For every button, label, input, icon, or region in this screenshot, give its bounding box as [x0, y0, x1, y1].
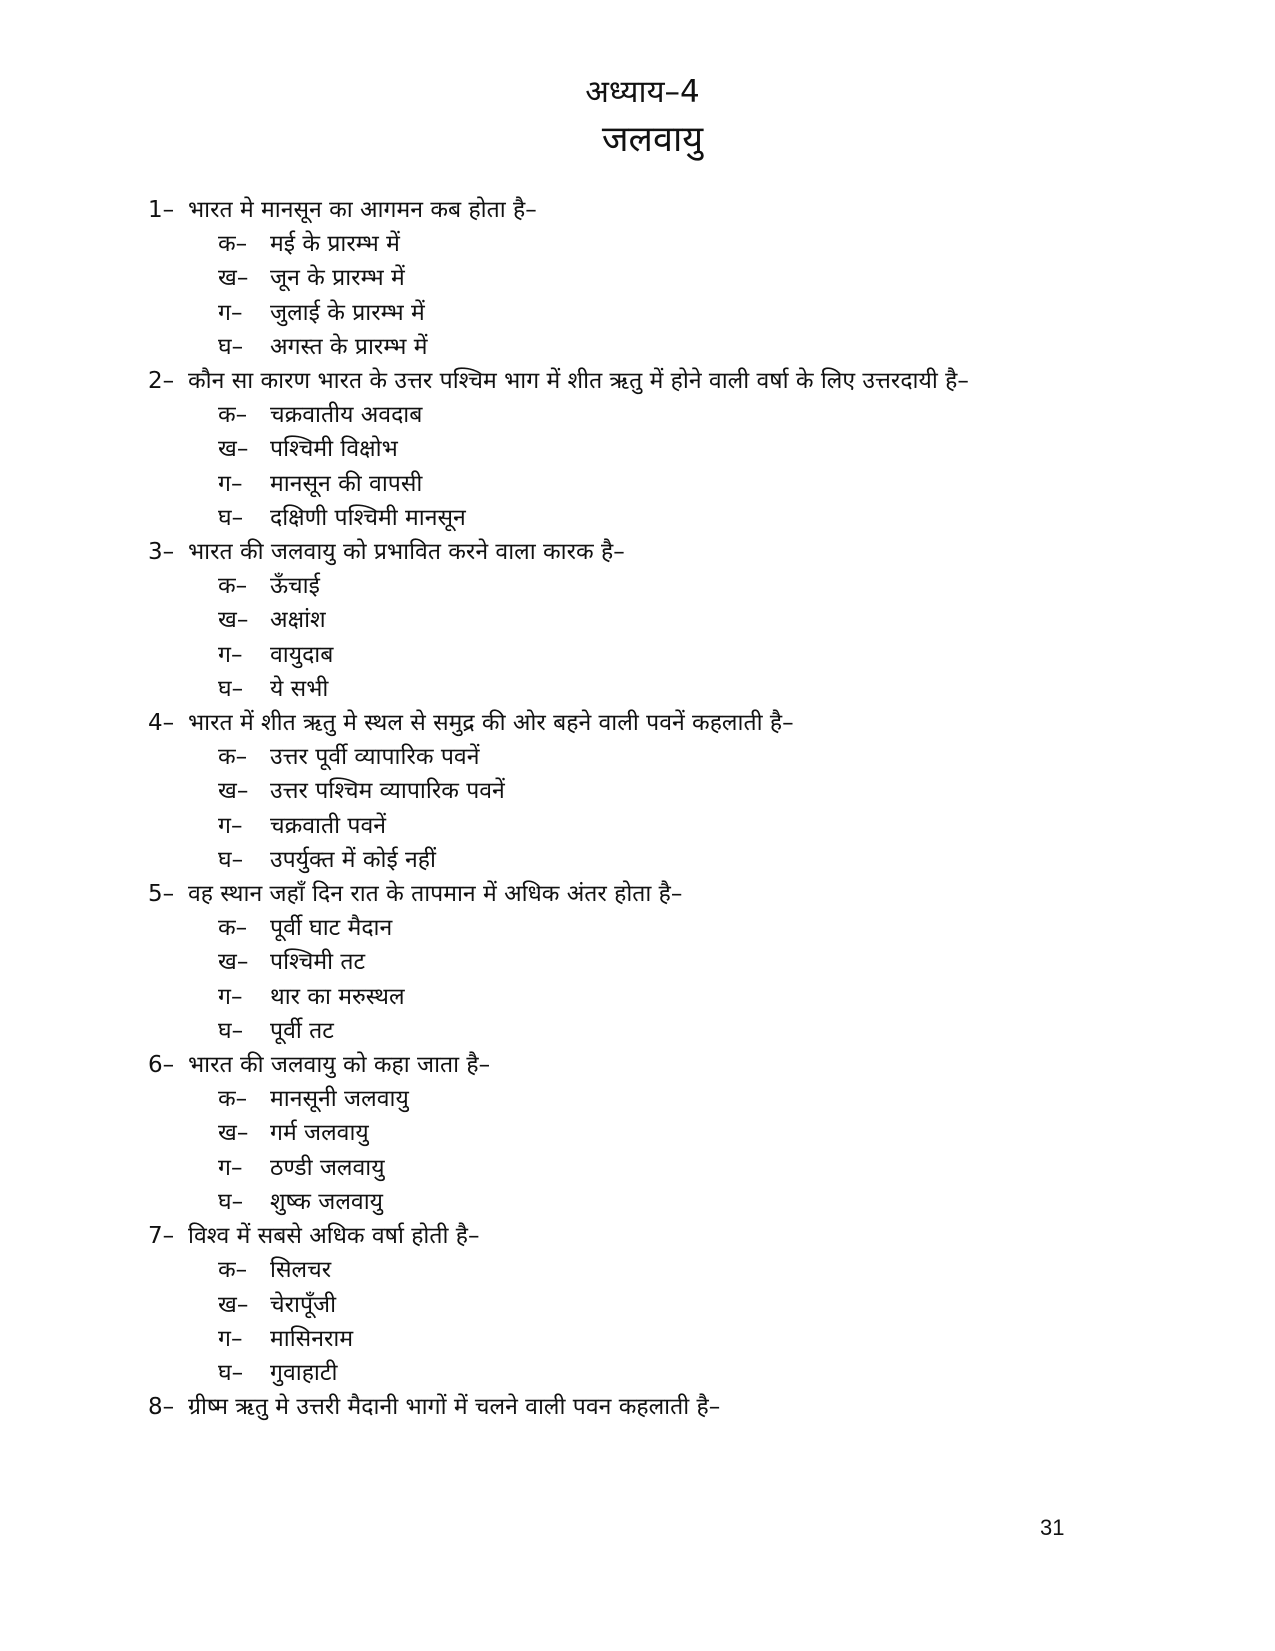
option-text: पूर्वी तट [270, 1017, 334, 1044]
answer-option [148, 432, 1148, 466]
answer-option [148, 1322, 1148, 1356]
answer-option [148, 227, 1148, 261]
option-letter: ग– [218, 641, 243, 668]
option-letter: घ– [218, 1188, 244, 1215]
question-item [148, 193, 1148, 364]
option-letter: ख– [218, 265, 249, 292]
answer-option [148, 945, 1148, 979]
option-text: मासिनराम [270, 1325, 354, 1352]
question-item [148, 1219, 1148, 1390]
option-letter: घ– [218, 333, 244, 360]
option-text: अक्षांश [270, 607, 326, 634]
question-stem [148, 1219, 1148, 1253]
option-text: मानसून की वापसी [270, 470, 423, 497]
option-text: जुलाई के प्रारम्भ में [270, 299, 425, 326]
question-text: विश्व में सबसे अधिक वर्षा होती है– [188, 1223, 480, 1250]
question-item [148, 1390, 1148, 1424]
answer-option [148, 1082, 1148, 1116]
answer-option [148, 1116, 1148, 1150]
answer-option [148, 638, 1148, 672]
option-letter: घ– [218, 1359, 244, 1386]
answer-option [148, 261, 1148, 295]
question-text: भारत मे मानसून का आगमन कब होता है– [188, 197, 537, 223]
option-letter: ग– [218, 470, 243, 497]
option-letter: ग– [218, 812, 243, 839]
question-number: 5– [148, 881, 175, 908]
question-stem [148, 535, 1148, 569]
option-text: वायुदाब [270, 641, 334, 668]
question-text: भारत की जलवायु को प्रभावित करने वाला कारक है– [188, 539, 625, 566]
option-letter: क– [218, 744, 248, 771]
question-stem [148, 364, 1148, 398]
option-text: उपर्युक्त में कोई नहीं [270, 846, 436, 873]
answer-option [148, 843, 1148, 877]
option-text: चक्रवाती पवनें [270, 812, 387, 839]
answer-option [148, 1014, 1148, 1048]
option-letter: घ– [218, 504, 244, 531]
option-text: चक्रवातीय अवदाब [270, 402, 423, 429]
option-text: जून के प्रारम्भ में [270, 265, 405, 292]
answer-option [148, 1356, 1148, 1390]
question-number: 8– [148, 1394, 175, 1421]
option-text: गर्म जलवायु [270, 1120, 369, 1147]
chapter-label: अध्याय–4 [585, 74, 700, 110]
question-item [148, 364, 1148, 535]
question-item [148, 1048, 1148, 1219]
option-text: ठण्डी जलवायु [270, 1154, 385, 1181]
option-letter: ख– [218, 436, 249, 463]
question-item [148, 877, 1148, 1048]
option-text: उत्तर पूर्वी व्यापारिक पवनें [270, 744, 480, 771]
option-letter: ख– [218, 778, 249, 805]
question-number: 2– [148, 368, 175, 395]
option-text: दक्षिणी पश्चिमी मानसून [270, 504, 466, 531]
option-text: शुष्क जलवायु [270, 1188, 384, 1215]
option-text: थार का मरुस्थल [270, 983, 405, 1010]
option-letter: क– [218, 231, 248, 258]
answer-option [148, 911, 1148, 945]
option-text: पूर्वी घाट मैदान [270, 915, 393, 942]
option-letter: घ– [218, 675, 244, 702]
option-letter: ग– [218, 983, 243, 1010]
question-number: 1– [148, 197, 175, 223]
option-text: पश्चिमी विक्षोभ [270, 436, 398, 463]
option-text: चेरापूँजी [270, 1291, 337, 1318]
answer-option [148, 569, 1148, 603]
answer-option [148, 296, 1148, 330]
question-text: भारत की जलवायु को कहा जाता है– [188, 1052, 491, 1079]
question-number: 7– [148, 1223, 175, 1250]
option-letter: ख– [218, 1120, 249, 1147]
option-text: गुवाहाटी [270, 1359, 338, 1386]
option-text: ये सभी [270, 675, 329, 702]
option-text: पश्चिमी तट [270, 949, 366, 976]
answer-option [148, 809, 1148, 843]
option-letter: क– [218, 402, 248, 429]
answer-option [148, 467, 1148, 501]
question-stem [148, 1390, 1148, 1424]
answer-option [148, 501, 1148, 535]
option-letter: ग– [218, 1325, 243, 1352]
question-number: 6– [148, 1052, 175, 1079]
answer-option [148, 1253, 1148, 1287]
option-text: मई के प्रारम्भ में [270, 231, 400, 258]
question-stem [148, 706, 1148, 740]
question-item [148, 535, 1148, 706]
answer-option [148, 1151, 1148, 1185]
option-text: मानसूनी जलवायु [270, 1086, 409, 1113]
option-letter: ख– [218, 607, 249, 634]
question-text: ग्रीष्म ऋतु मे उत्तरी मैदानी भागों में चलने वाली पवन कहलाती है– [188, 1394, 721, 1421]
option-letter: ग– [218, 299, 243, 326]
chapter-header [0, 72, 1275, 164]
question-list [148, 193, 1148, 1424]
option-text: उत्तर पश्चिम व्यापारिक पवनें [270, 778, 505, 805]
answer-option [148, 330, 1148, 364]
option-letter: घ– [218, 1017, 244, 1044]
question-text: वह स्थान जहाँ दिन रात के तापमान में अधिक अंतर होता है– [188, 881, 683, 908]
page-number: 31 [1040, 1515, 1065, 1540]
answer-option [148, 980, 1148, 1014]
answer-option [148, 740, 1148, 774]
option-text: ऊँचाई [270, 573, 320, 600]
option-letter: क– [218, 915, 248, 942]
answer-option [148, 603, 1148, 637]
answer-option [148, 672, 1148, 706]
option-letter: ख– [218, 1291, 249, 1318]
option-letter: क– [218, 1086, 248, 1113]
question-text: कौन सा कारण भारत के उत्तर पश्चिम भाग में शीत ऋतु में होने वाली वर्षा के लिए उत्तरदायी है– [188, 368, 969, 395]
answer-option [148, 774, 1148, 808]
question-stem [148, 193, 1148, 227]
answer-option [148, 1288, 1148, 1322]
answer-option [148, 398, 1148, 432]
option-text: अगस्त के प्रारम्भ में [270, 333, 428, 360]
question-text: भारत में शीत ऋतु मे स्थल से समुद्र की ओर बहने वाली पवनें कहलाती है– [188, 710, 794, 737]
question-number: 3– [148, 539, 175, 566]
question-stem [148, 877, 1148, 911]
option-letter: क– [218, 1257, 248, 1284]
option-letter: क– [218, 573, 248, 600]
answer-option [148, 1185, 1148, 1219]
question-item [148, 706, 1148, 877]
question-stem [148, 1048, 1148, 1082]
option-letter: ग– [218, 1154, 243, 1181]
option-text: सिलचर [270, 1257, 332, 1284]
question-number: 4– [148, 710, 175, 737]
option-letter: घ– [218, 846, 244, 873]
chapter-title: जलवायु [601, 119, 704, 160]
option-letter: ख– [218, 949, 249, 976]
